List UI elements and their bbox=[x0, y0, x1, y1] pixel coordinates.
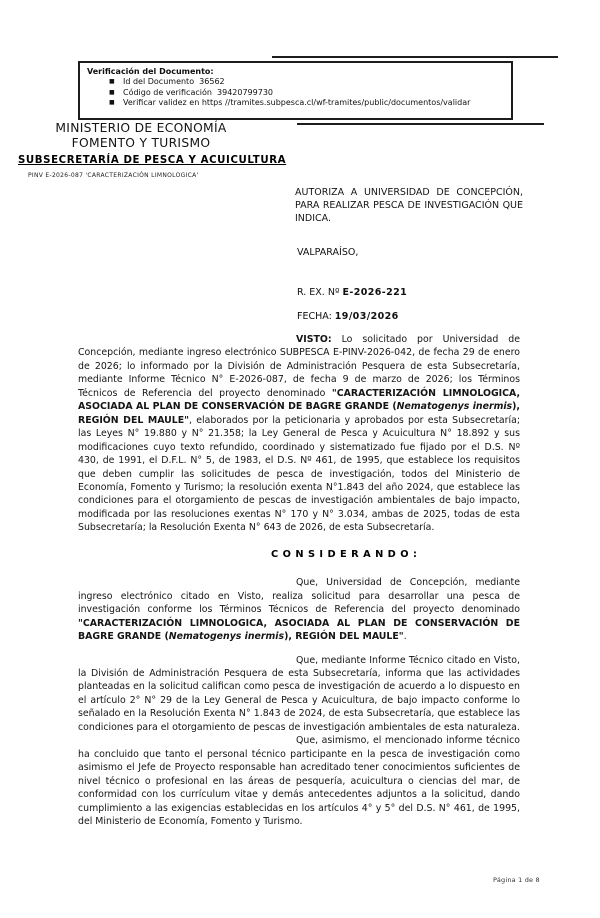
project-reference: PINV E-2026-087 'CARACTERIZACIÓN LIMNOLOGICA' bbox=[28, 172, 199, 179]
visto-paragraph: VISTO: Lo solicitado por Universidad de Concepción, mediante ingreso electrónico SUBPESCA E-PINV-2026-042, de fecha 29 de enero de 2026; lo informado por la División de Administración Pesquera de esta Subsecretaría, mediante Informe Técnico N° E-2026-087, de fecha 9 de marzo de 2026; los Términos Técnicos de Referencia del proyecto denominado "CARACTERIZACIÓN LIMNOLOGICA, ASOCIADA AL PLAN DE CONSERVACIÓN DE BAGRE GRANDE (Nematogenys inermis), REGIÓN DEL MAULE", elaborados por la peticionaria y aprobados por esta Subsecretaría; las Leyes N° 19.880 y N° 21.358; la Ley General de Pesca y Acuicultura N° 18.892 y sus modificaciones cuyo texto refundido, coordinado y sistematizado fue fijado por el D.S. Nº 430, de 1991, el D.F.L. N° 5, de 1983, el D.S. Nº 461, de 1995, que establece los requisitos que deben cumplir las solicitudes de pesca de investigación, todos del Ministerio de Economía, Fomento y Turismo; la resolución exenta N°1.843 del año 2024, que establece las condiciones para el otorgamiento de pescas de investigación ambientales de bajo impacto, modificada por las resoluciones exentas N° 170 y N° 3.034, ambas de 2025, todas de esta Subsecretaría; la Resolución Exenta N° 643 de 2026, de esta Subsecretaría. bbox=[78, 334, 521, 534]
subsecretaria-title: SUBSECRETARÍA DE PESCA Y ACUICULTURA bbox=[18, 155, 287, 166]
date-value: 19/03/2026 bbox=[334, 311, 399, 322]
verification-box-title: Verificación del Documento: bbox=[87, 67, 214, 76]
resolution-subject: AUTORIZA A UNIVERSIDAD DE CONCEPCIÓN, PARA REALIZAR PESCA DE INVESTIGACIÓN QUE INDICA. bbox=[295, 187, 523, 225]
ministry-line-2: FOMENTO Y TURISMO bbox=[71, 135, 211, 150]
date-line bbox=[297, 311, 399, 322]
resolution-number-value: E-2026-221 bbox=[342, 287, 408, 298]
date-label: FECHA: bbox=[297, 311, 335, 322]
verification-item-code: ■ Código de verificación 39420799730 bbox=[109, 87, 274, 97]
ministry-line-1: MINISTERIO DE ECONOMÍA bbox=[55, 121, 227, 135]
verification-box-shadow-bottom-line bbox=[297, 123, 544, 125]
bullet-icon: ■ bbox=[109, 78, 115, 85]
considerando-paragraph-2: Que, mediante Informe Técnico citado en Visto, la División de Administración Pesquera de esta Subsecretaría, informa que las actividades planteadas en la solicitud califican como pesca de investigación de acuerdo a lo dispuesto en el artículo 2° N° 29 de la Ley General de Pesca y Acuicultura, de bajo impacto conforme lo señalado en la Resolución Exenta N° 1.843 de 2024, de esta Subsecretaría, que establece las condiciones para el otorgamiento de pescas de investigación ambientales de esta naturaleza. bbox=[78, 654, 520, 733]
considerando-title: C O N S I D E R A N D O : bbox=[271, 548, 418, 560]
verification-item-document-id: ■ Id del Documento 36562 bbox=[109, 77, 225, 86]
verification-item-url: ■ Verificar validez en https //tramites.subpesca.cl/wf-tramites/public/documentos/validar bbox=[109, 98, 471, 107]
considerando-paragraph-1: Que, Universidad de Concepción, mediante ingreso electrónico citado en Visto, realiza solicitud para desarrollar una pesca de investigación conforme los Términos Técnicos de Referencia del proyecto denominado "CARACTERIZACIÓN LIMNOLOGICA, ASOCIADA AL PLAN DE CONSERVACIÓN DE BAGRE GRANDE (Nematogenys inermis), REGIÓN DEL MAULE". bbox=[78, 577, 520, 643]
city-line: VALPARAÍSO, bbox=[297, 247, 359, 258]
bullet-icon: ■ bbox=[109, 99, 115, 106]
resolution-number-label: R. EX. Nº bbox=[297, 287, 343, 298]
verification-box bbox=[78, 61, 513, 120]
bullet-icon: ■ bbox=[109, 88, 115, 96]
verification-box-shadow-top-line bbox=[272, 56, 558, 58]
resolution-body bbox=[78, 333, 520, 828]
ministry-letterhead bbox=[22, 121, 260, 150]
page-number: Página 1 de 8 bbox=[493, 876, 540, 884]
considerando-paragraph-3: Que, asimismo, el mencionado informe técnico ha concluido que tanto el personal técnico participante en la pesca de investigación como asimismo el Jefe de Proyecto responsable han acreditado tener conocimientos suficientes de nivel técnico o profesional en las áreas de pesquería, acuicultura o ciencias del mar, de conformidad con los currículum vitae y demás antecedentes adjuntos a la solicitud, dando cumplimiento a las exigencias establecidas en los artículos 4° y 5° del D.S. N° 461, de 1995, del Ministerio de Economía, Fomento y Turismo. bbox=[78, 735, 520, 827]
resolution-number-line bbox=[297, 287, 407, 298]
